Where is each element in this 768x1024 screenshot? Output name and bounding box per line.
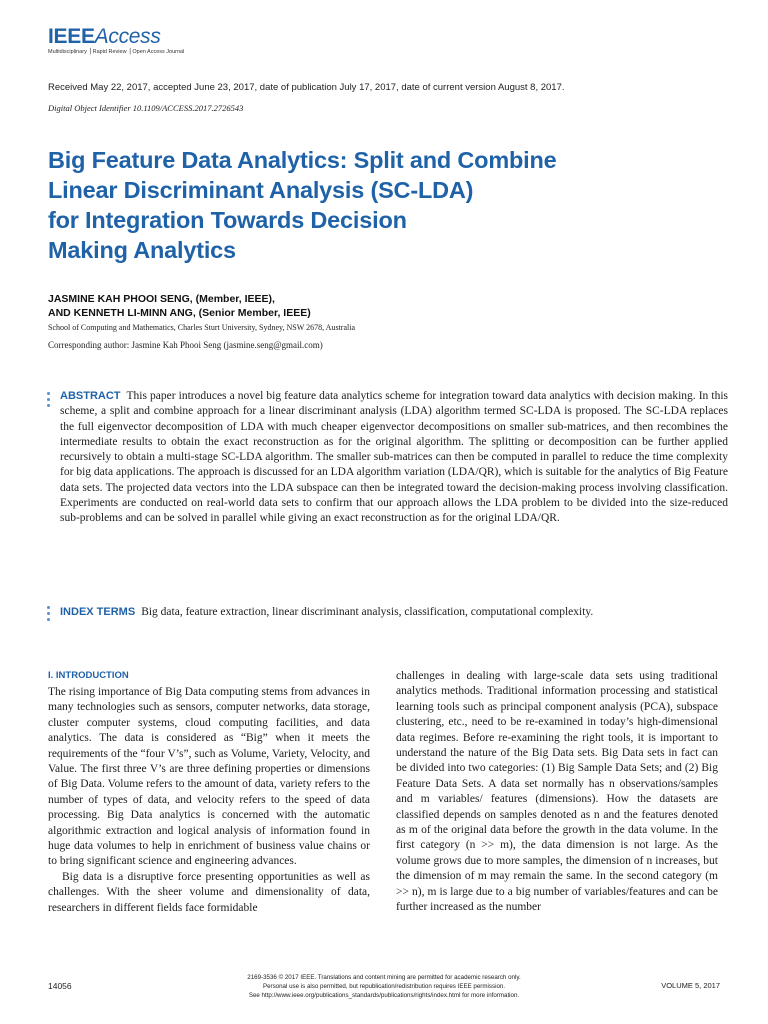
abstract-marker-icon — [47, 392, 53, 410]
volume-label: VOLUME 5, 2017 — [661, 981, 720, 990]
title-line: Big Feature Data Analytics: Split and Combine — [48, 147, 557, 173]
corresponding-author: Corresponding author: Jasmine Kah Phooi Seng (jasmine.seng@gmail.com) — [48, 340, 323, 350]
title-line: Linear Discriminant Analysis (SC-LDA) — [48, 177, 474, 203]
affiliation: School of Computing and Mathematics, Charles Sturt University, Sydney, NSW 2678, Australia — [48, 323, 356, 332]
abstract-label: ABSTRACT — [60, 390, 121, 402]
license-notice — [0, 973, 768, 1000]
author-line: AND KENNETH LI-MINN ANG, (Senior Member, IEEE) — [48, 307, 311, 319]
right-column — [396, 669, 718, 916]
license-line: 2169-3536 © 2017 IEEE. Translations and content mining are permitted for academic research only. — [247, 974, 521, 981]
section-heading-introduction: I. INTRODUCTION — [48, 670, 129, 681]
paragraph: challenges in dealing with large-scale data sets using traditional analytics methods. Traditional information processing and statistical learning tools such as principal component analysis (PCA), subspace clustering, etc., need to be re-examined in today’s high-dimensional data regimes. Before re-examining the right tools, it is important to understand the nature of the Big Data sets. Big Data sets in fact can be divided into two categories: (1) Big Sample Data Sets; and (2) Big Feature Data Sets. A data set normally has n observations/samples and m variables/ features (dimensions). How the datasets are classified depends on samples denoted as n and the features denoted as m of the original data before the growth in the data volume. In the first category (n >> m), the data dimension is not large. As the volume grows due to more samples, the dimension of n increases, but the dimension of m may remain the same. In the second category (m >> n), m is large due to a big number of variables/features and can be further increased as the number — [396, 670, 718, 914]
publication-dates: Received May 22, 2017, accepted June 23, 2017, date of publication July 17, 2017, date of current version August 8, 2017. — [48, 82, 565, 93]
logo-wordmark — [48, 26, 184, 48]
author-list — [48, 292, 311, 320]
license-line: Personal use is also permitted, but republication/redistribution requires IEEE permission. — [262, 983, 506, 990]
page-number: 14056 — [48, 981, 72, 991]
index-terms-text: Big data, feature extraction, linear discriminant analysis, classification, computational complexity. — [141, 606, 594, 618]
left-column — [48, 669, 370, 916]
index-terms — [60, 605, 728, 620]
paper-title — [48, 145, 608, 265]
author-line: JASMINE KAH PHOOI SENG, (Member, IEEE), — [48, 293, 275, 305]
logo-tagline: Multidisciplinary ⎟ Rapid Review ⎟ Open Access Journal — [48, 49, 185, 55]
paragraph: The rising importance of Big Data computing stems from advances in many technologies such as sensors, computer networks, data storage, cluster computer systems, cloud computing facilities, and data analytics. The data is considered as “Big” when it meets the requirements of the “four V’s”, such as Volume, Variety, Velocity, and Value. The first three V’s are three defining properties or dimensions of Big Data. Volume refers to the amount of data, variety refers to the number of types of data, and velocity refers to the speed of data processing. Big Data analytics is concerned with the automatic algorithmic extraction and logical analysis of information found in huge data volumes to help in enrichment of business value chains or to bring significant science and engineering advances. — [48, 686, 370, 868]
title-line: for Integration Towards Decision — [48, 207, 407, 233]
title-line: Making Analytics — [48, 237, 236, 263]
doi: Digital Object Identifier 10.1109/ACCESS.2017.2726543 — [48, 103, 244, 113]
abstract-text: This paper introduces a novel big feature data analytics scheme for integration toward data analytics with decision making. In this scheme, a split and combine approach for a linear discriminant analysis (LDA) algorithm termed SC-LDA is proposed. The SC-LDA replaces the full eigenvector decomposition of LDA with much cheaper eigenvector decompositions on smaller sub-matrices, and then recombines the intermediate results to obtain the exact reconstruction as for the original algorithm. The splitting or decomposition can be further applied recursively to obtain a multi-stage SC-LDA algorithm. The smaller sub-matrices can then be computed in parallel to reduce the time complexity for big data applications. The approach is discussed for an LDA algorithm variation (LDA/QR), which is suitable for the analytics of Big Feature data sets. The projected data vectors into the LDA subspace can then be integrated toward the decision-making process involving classification. Experiments are conducted on real-world data sets to confirm that our approach allows the LDA problem to be divided into the size-reduced sub-problems and can be solved in parallel while giving an exact reconstruction as for the original LDA/QR. — [60, 390, 728, 525]
journal-logo — [48, 26, 184, 55]
index-terms-marker-icon — [47, 606, 53, 624]
logo-ieee: IEEE — [48, 25, 95, 48]
abstract — [60, 389, 728, 527]
logo-access: Access — [94, 25, 161, 48]
paragraph: Big data is a disruptive force presenting opportunities as well as challenges. With the sheer volume and dimensionality of data, researchers in different fields face formidable — [48, 870, 370, 914]
license-line: See http://www.ieee.org/publications_standards/publications/rights/index.html for more information. — [248, 992, 520, 999]
index-terms-label: INDEX TERMS — [60, 606, 136, 618]
